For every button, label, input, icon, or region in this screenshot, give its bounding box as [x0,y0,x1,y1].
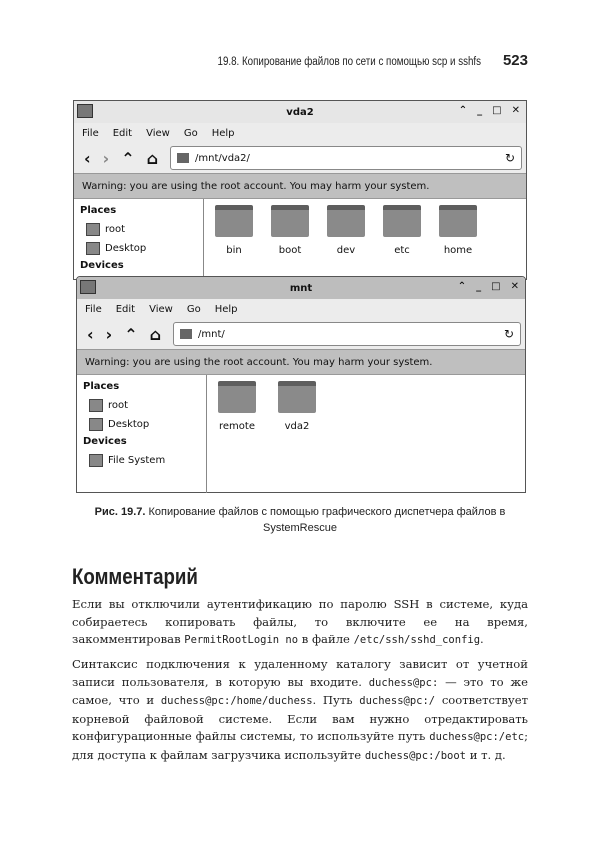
menu-go[interactable]: Go [186,303,201,315]
page-number: 523 [502,52,528,69]
folder-label: vda2 [284,421,310,432]
text: Синтаксис подключения к удаленному каталогу зависит от учетной записи пользователя, в которую вы входите. [72,657,528,689]
folder-item[interactable] [270,205,310,273]
folder-item[interactable] [217,381,257,487]
folder-item[interactable] [438,205,478,273]
places-heading: Places [80,205,117,216]
root-warning: Warning: you are using the root account. You may harm your system. [74,173,526,199]
menu-edit[interactable]: Edit [112,127,133,139]
devices-heading: Devices [83,436,127,447]
back-icon[interactable]: ‹ [87,324,94,344]
window-title: mnt [289,282,313,294]
folder-label: boot [278,245,302,256]
home-icon [89,399,103,412]
section-heading: Комментарий [72,564,198,589]
home-icon[interactable]: ⌂ [149,324,162,344]
close-button[interactable]: ✕ [510,281,519,292]
minimize-button[interactable]: _ [477,105,483,116]
text: ; для доступа к файлам загрузчика используйте [72,729,528,762]
up-icon[interactable]: ⌃ [124,324,138,344]
folder-icon [180,329,192,339]
sidebar-label: root [108,400,129,411]
folder-icon [271,205,309,237]
up-icon[interactable]: ⌃ [121,148,135,168]
code: duchess@pc:/home/duchess [160,695,313,707]
running-header [72,52,528,69]
maximize-button[interactable]: □ [492,105,502,116]
text: и т. д. [466,747,506,762]
folder-icon [439,205,477,237]
desktop-icon [89,418,103,431]
menu-view[interactable]: View [149,303,173,315]
caption-label: Рис. 19.7. [94,506,146,518]
sidebar-item-file-system[interactable] [83,451,200,470]
folder-icon [327,205,365,237]
code: PermitRootLogin no [184,634,299,646]
places-heading: Places [83,381,120,392]
menu-file[interactable]: File [85,303,102,315]
folder-icon [177,153,189,163]
text: . [480,632,484,646]
file-manager-window-vda2 [73,100,527,280]
sidebar-item-desktop[interactable] [83,415,200,434]
sidebar-label: Desktop [105,243,147,254]
sidebar-item-root[interactable] [80,220,197,239]
code: duchess@pc:/etc [429,731,525,743]
drive-icon [89,454,103,467]
home-icon [86,223,100,236]
menu-file[interactable]: File [82,127,99,139]
text: соответствует корневой файловой системе. Если вам нужно отредактировать конфигурационные файлы системы, то используйте путь [72,693,529,743]
menu-view[interactable]: View [146,127,170,139]
folder-label: home [443,245,473,256]
folder-item[interactable] [214,205,254,273]
shade-button[interactable]: ⌃ [457,281,467,292]
sidebar-label: root [105,224,126,235]
running-title: 19.8. Копирование файлов по сети с помощью scp и sshfs [217,56,481,68]
minimize-button[interactable]: _ [476,281,482,292]
folder-icon [383,205,421,237]
text: . Путь [312,693,360,707]
folder-item[interactable] [382,205,422,273]
home-icon[interactable]: ⌂ [146,148,159,168]
shade-button[interactable]: ⌃ [458,105,468,116]
text: — это то же самое, что и [72,674,528,707]
paragraph-2 [72,656,528,765]
code: /etc/ssh/sshd_config [353,634,481,646]
forward-icon[interactable]: › [102,148,110,168]
code: duchess@pc: [368,676,439,689]
paragraph-1 [72,596,528,650]
maximize-button[interactable]: □ [491,281,501,292]
folder-item[interactable] [326,205,366,273]
folder-icon [218,381,256,413]
menu-edit[interactable]: Edit [115,303,136,315]
code: duchess@pc:/boot [364,749,467,762]
file-manager-window-mnt [76,276,526,493]
reload-icon[interactable]: ↻ [504,151,515,165]
figure-caption [72,504,528,536]
folder-label: etc [394,245,410,256]
sidebar-label: Desktop [108,419,150,430]
folder-label: remote [219,421,255,432]
sidebar-label: File System [108,455,166,466]
reload-icon[interactable]: ↻ [503,327,514,341]
root-warning: Warning: you are using the root account. You may harm your system. [77,349,525,375]
path-text: /mnt/ [198,328,225,340]
caption-text: Копирование файлов с помощью графического диспетчера файлов в SystemRescue [148,506,506,534]
forward-icon[interactable]: › [105,324,113,344]
sidebar-item-root[interactable] [83,396,200,415]
folder-label: bin [226,245,242,256]
code: duchess@pc:/ [359,695,436,707]
folder-icon [278,381,316,413]
menu-go[interactable]: Go [183,127,198,139]
folder-icon [215,205,253,237]
sidebar-item-desktop[interactable] [80,239,197,258]
folder-label: dev [336,245,356,256]
desktop-icon [86,242,100,255]
back-icon[interactable]: ‹ [84,148,91,168]
address-bar[interactable] [170,146,522,170]
text: в файле [298,632,354,646]
folder-icon [80,280,96,294]
devices-heading: Devices [80,260,124,271]
path-text: /mnt/vda2/ [195,152,250,164]
folder-icon [77,104,93,118]
close-button[interactable]: ✕ [511,105,520,116]
window-title: vda2 [286,106,314,118]
menu-help[interactable]: Help [214,303,238,315]
folder-item[interactable] [277,381,317,487]
text: Если вы отключили аутентификацию по паролю SSH в системе, куда собираетесь копировать файлы, то включите ее на время, закомментировав [72,597,528,646]
address-bar[interactable] [173,322,521,346]
menu-help[interactable]: Help [211,127,235,139]
